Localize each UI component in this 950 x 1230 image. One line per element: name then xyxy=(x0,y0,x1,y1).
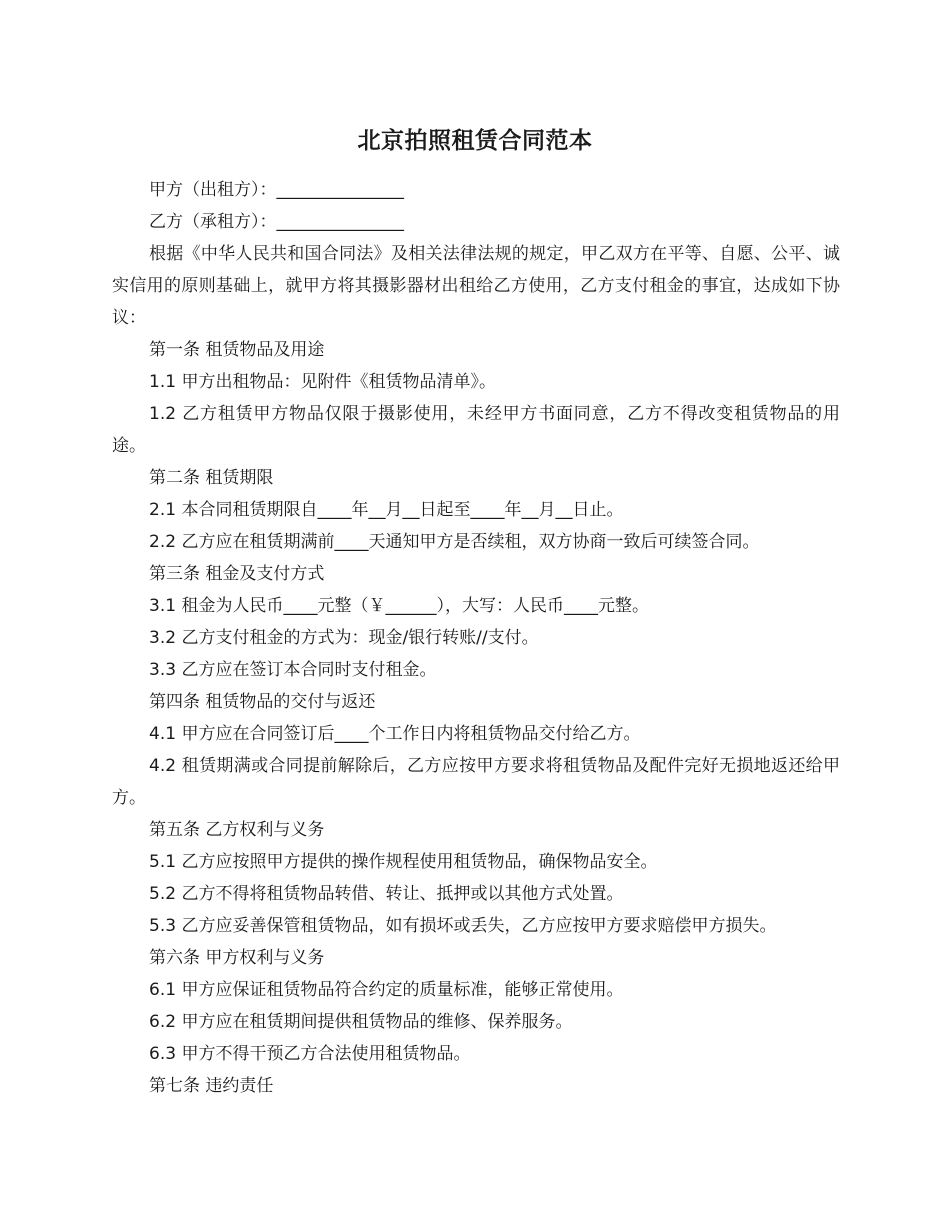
clause-3-1: 3.1 租金为人民币____元整（￥______），大写：人民币____元整。 xyxy=(149,596,649,616)
clause-3-3: 3.3 乙方应在签订本合同时支付租金。 xyxy=(149,660,437,680)
clause-5-2: 5.2 乙方不得将租赁物品转借、转让、抵押或以其他方式处置。 xyxy=(149,884,624,904)
clause-6-1: 6.1 甲方应保证租赁物品符合约定的质量标准，能够正常使用。 xyxy=(149,980,624,1000)
clause-5-3: 5.3 乙方应妥善保管租赁物品，如有损坏或丢失，乙方应按甲方要求赔偿甲方损失。 xyxy=(149,916,777,936)
article-7-heading: 第七条 违约责任 xyxy=(149,1076,274,1096)
article-1-heading: 第一条 租赁物品及用途 xyxy=(149,340,325,360)
clause-6-2: 6.2 甲方应在租赁期间提供租赁物品的维修、保养服务。 xyxy=(149,1012,573,1032)
article-6-heading: 第六条 甲方权利与义务 xyxy=(149,948,325,968)
preamble-paragraph: 根据《中华人民共和国合同法》及相关法律法规的规定，甲乙双方在平等、自愿、公平、诚实信用的原则基础上，就甲方将其摄影器材出租给乙方使用，乙方支付租金的事宜，达成如下协议： xyxy=(112,244,840,328)
clause-4-1: 4.1 甲方应在合同签订后____个工作日内将租赁物品交付给乙方。 xyxy=(149,724,641,744)
clause-1-1: 1.1 甲方出租物品：见附件《租赁物品清单》。 xyxy=(149,372,496,392)
clause-2-1: 2.1 本合同租赁期限自____年__月__日起至____年__月__日止。 xyxy=(149,500,624,520)
article-5-heading: 第五条 乙方权利与义务 xyxy=(149,820,325,840)
article-3-heading: 第三条 租金及支付方式 xyxy=(149,564,325,584)
party-b-line: 乙方（承租方）：_______________ xyxy=(149,212,404,232)
article-4-heading: 第四条 租赁物品的交付与返还 xyxy=(149,692,376,712)
clause-2-2: 2.2 乙方应在租赁期满前____天通知甲方是否续租，双方协商一致后可续签合同。 xyxy=(149,532,760,552)
clause-3-2: 3.2 乙方支付租金的方式为：现金/银行转账//支付。 xyxy=(149,628,539,648)
clause-5-1: 5.1 乙方应按照甲方提供的操作规程使用租赁物品，确保物品安全。 xyxy=(149,852,658,872)
clause-6-3: 6.3 甲方不得干预乙方合法使用租赁物品。 xyxy=(149,1044,471,1064)
clause-4-2: 4.2 租赁期满或合同提前解除后，乙方应按甲方要求将租赁物品及配件完好无损地返还给甲方。 xyxy=(112,756,840,808)
document-title: 北京拍照租赁合同范本 xyxy=(357,128,593,154)
document-body xyxy=(112,174,840,1102)
party-a-line: 甲方（出租方）：_______________ xyxy=(149,180,404,200)
clause-1-2: 1.2 乙方租赁甲方物品仅限于摄影使用，未经甲方书面同意，乙方不得改变租赁物品的用途。 xyxy=(112,404,840,456)
article-2-heading: 第二条 租赁期限 xyxy=(149,468,274,488)
